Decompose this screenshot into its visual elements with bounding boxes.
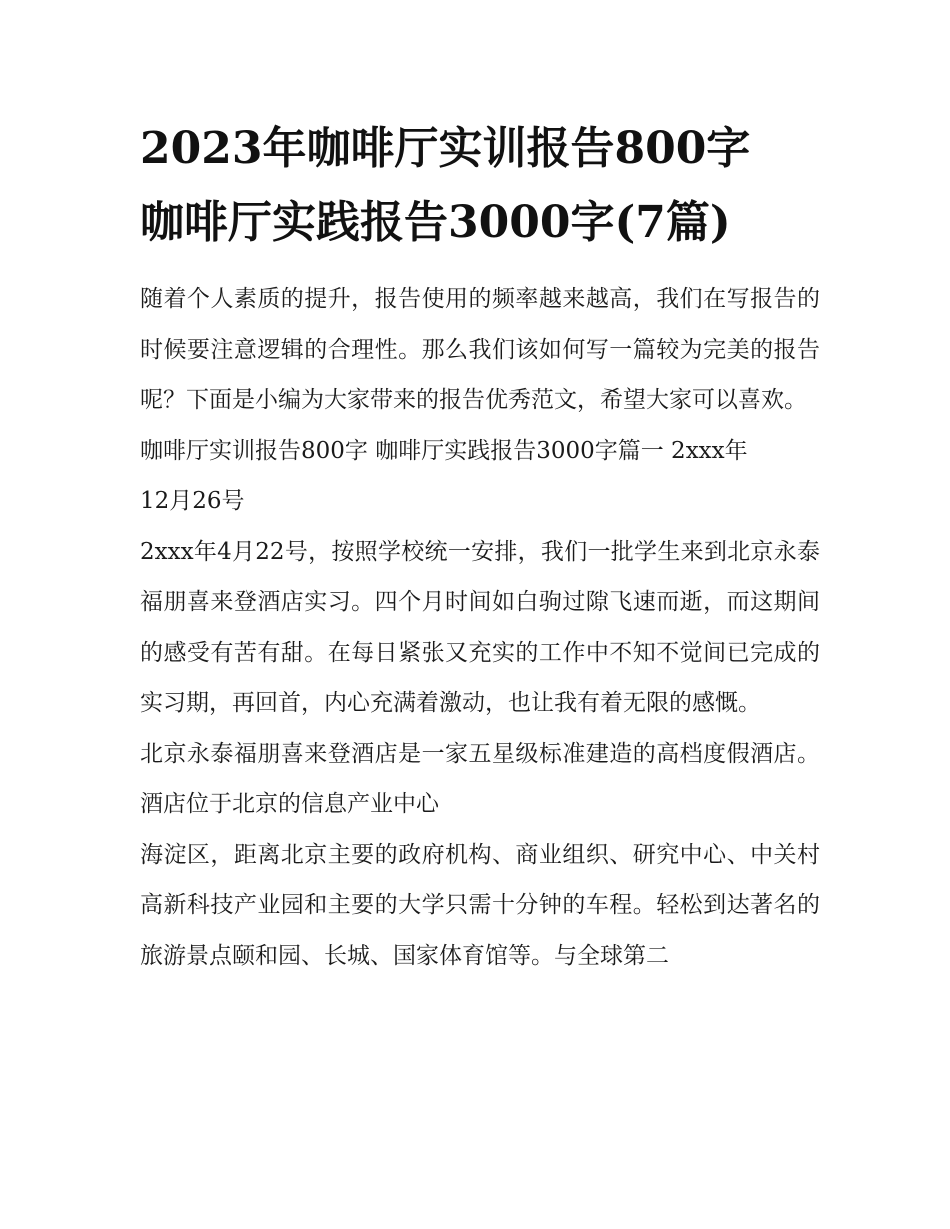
document-title — [140, 112, 820, 260]
paragraph-hotel-intro: 北京永泰福朋喜来登酒店是一家五星级标准建造的高档度假酒店。酒店位于北京的信息产业中心 — [140, 740, 820, 817]
paragraph-intro: 随着个人素质的提升，报告使用的频率越来越高，我们在写报告的时候要注意逻辑的合理性。那么我们该如何写一篇较为完美的报告呢？下面是小编为大家带来的报告优秀范文，希望大家可以喜欢。 — [140, 286, 820, 413]
title-line-1: 2023年咖啡厅实训报告800字 — [140, 123, 751, 174]
document-page — [140, 112, 820, 981]
paragraph-internship: 2xxx年4月22号，按照学校统一安排，我们一批学生来到北京永泰福朋喜来登酒店实习。四个月时间如白驹过隙飞速而逝，而这期间的感受有苦有甜。在每日紧张又充实的工作中不知不觉间已完成的实习期，再回首，内心充满着激动，也让我有着无限的感慨。 — [140, 538, 820, 716]
paragraph-hotel-location: 海淀区，距离北京主要的政府机构、商业组织、研究中心、中关村高新科技产业园和主要的大学只需十分钟的车程。轻松到达著名的旅游景点颐和园、长城、国家体育馆等。与全球第二 — [140, 841, 820, 969]
title-line-2: 咖啡厅实践报告3000字(7篇) — [140, 197, 731, 248]
paragraph-date: 12月26号 — [140, 488, 245, 514]
paragraph-section-heading: 咖啡厅实训报告800字 咖啡厅实践报告3000字篇一 2xxx年 — [140, 437, 748, 464]
